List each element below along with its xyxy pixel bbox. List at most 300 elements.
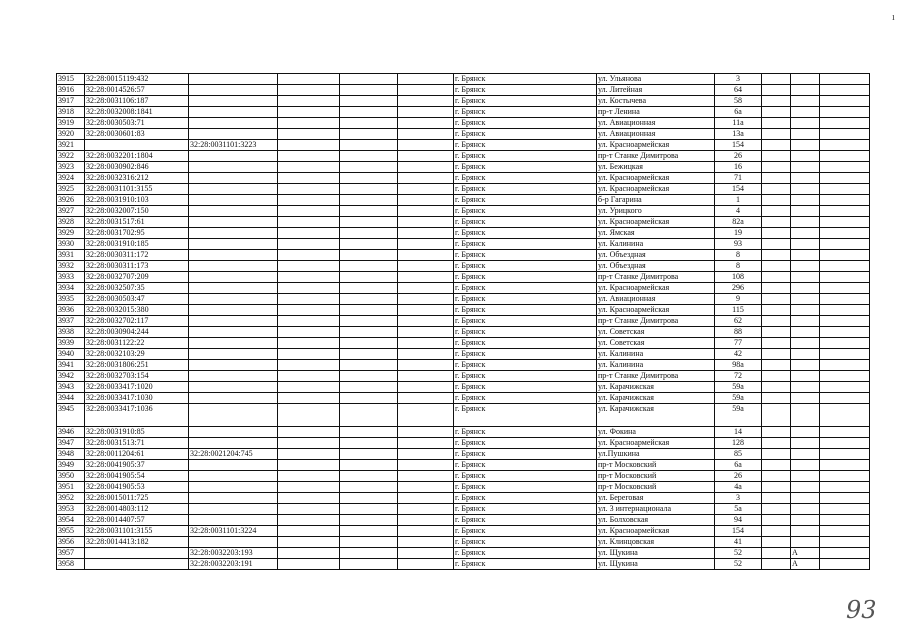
cadastral-number-cell (85, 559, 189, 570)
letter-cell (791, 349, 820, 360)
empty-cell (398, 371, 454, 382)
letter-cell (791, 118, 820, 129)
row-number-cell: 3927 (57, 206, 85, 217)
house-number-cell: 108 (715, 272, 762, 283)
building-cadastral-cell (189, 382, 278, 393)
empty-cell (340, 371, 398, 382)
empty-cell (820, 548, 870, 559)
table-row (57, 449, 870, 460)
empty-cell (398, 316, 454, 327)
building-cadastral-cell (189, 338, 278, 349)
empty-cell (820, 438, 870, 449)
letter-cell (791, 173, 820, 184)
empty-cell (820, 360, 870, 371)
empty-cell (340, 460, 398, 471)
cadastral-number-cell: 32:28:0031513:71 (85, 438, 189, 449)
table-row (57, 360, 870, 371)
letter-cell (791, 294, 820, 305)
building-cadastral-cell (189, 427, 278, 438)
cadastral-number-cell: 32:28:0033417:1030 (85, 393, 189, 404)
empty-cell (278, 85, 340, 96)
empty-cell (398, 504, 454, 515)
empty-cell (762, 140, 791, 151)
street-cell: ул. 3 интернационала (597, 504, 715, 515)
building-cadastral-cell (189, 118, 278, 129)
empty-cell (762, 129, 791, 140)
letter-cell (791, 526, 820, 537)
empty-cell (762, 173, 791, 184)
table-row (57, 129, 870, 140)
empty-cell (340, 184, 398, 195)
empty-cell (278, 427, 340, 438)
table-row (57, 228, 870, 239)
empty-cell (398, 515, 454, 526)
empty-cell (398, 537, 454, 548)
empty-cell (762, 261, 791, 272)
street-cell: ул. Щукина (597, 548, 715, 559)
row-number-cell: 3920 (57, 129, 85, 140)
empty-cell (340, 349, 398, 360)
city-cell: г. Брянск (454, 427, 597, 438)
empty-cell (278, 294, 340, 305)
building-cadastral-cell (189, 272, 278, 283)
street-cell: ул. Красноармейская (597, 173, 715, 184)
city-cell: г. Брянск (454, 184, 597, 195)
building-cadastral-cell (189, 349, 278, 360)
empty-cell (762, 162, 791, 173)
empty-cell (820, 195, 870, 206)
street-cell: ул. Советская (597, 327, 715, 338)
empty-cell (762, 239, 791, 250)
street-cell: ул. Болховская (597, 515, 715, 526)
building-cadastral-cell (189, 493, 278, 504)
letter-cell (791, 140, 820, 151)
row-number-cell: 3945 (57, 404, 85, 427)
row-number-cell: 3926 (57, 195, 85, 206)
empty-cell (398, 404, 454, 427)
empty-cell (340, 316, 398, 327)
cadastral-number-cell: 32:28:0030503:47 (85, 294, 189, 305)
empty-cell (398, 349, 454, 360)
house-number-cell: 52 (715, 548, 762, 559)
building-cadastral-cell: 32:28:0021204:745 (189, 449, 278, 460)
building-cadastral-cell (189, 438, 278, 449)
house-number-cell: 154 (715, 140, 762, 151)
empty-cell (820, 382, 870, 393)
table-row (57, 250, 870, 261)
row-number-cell: 3958 (57, 559, 85, 570)
empty-cell (340, 449, 398, 460)
house-number-cell: 59а (715, 382, 762, 393)
table-row (57, 559, 870, 570)
city-cell: г. Брянск (454, 228, 597, 239)
street-cell: ул. Красноармейская (597, 184, 715, 195)
empty-cell (340, 404, 398, 427)
house-number-cell: 4 (715, 206, 762, 217)
letter-cell (791, 305, 820, 316)
empty-cell (340, 438, 398, 449)
house-number-cell: 82а (715, 217, 762, 228)
street-cell: ул. Авиационная (597, 294, 715, 305)
empty-cell (278, 129, 340, 140)
city-cell: г. Брянск (454, 195, 597, 206)
empty-cell (762, 195, 791, 206)
letter-cell (791, 195, 820, 206)
street-cell: ул. Красноармейская (597, 283, 715, 294)
table-row (57, 548, 870, 559)
empty-cell (278, 305, 340, 316)
row-number-cell: 3925 (57, 184, 85, 195)
city-cell: г. Брянск (454, 537, 597, 548)
city-cell: г. Брянск (454, 250, 597, 261)
empty-cell (278, 239, 340, 250)
cadastral-number-cell (85, 140, 189, 151)
city-cell: г. Брянск (454, 206, 597, 217)
empty-cell (820, 515, 870, 526)
cadastral-number-cell: 32:28:0031910:85 (85, 427, 189, 438)
cadastral-number-cell (85, 548, 189, 559)
empty-cell (762, 471, 791, 482)
house-number-cell: 3 (715, 493, 762, 504)
empty-cell (398, 460, 454, 471)
empty-cell (398, 449, 454, 460)
house-number-cell: 85 (715, 449, 762, 460)
empty-cell (398, 206, 454, 217)
letter-cell (791, 316, 820, 327)
row-number-cell: 3921 (57, 140, 85, 151)
table-row (57, 162, 870, 173)
empty-cell (820, 129, 870, 140)
row-number-cell: 3954 (57, 515, 85, 526)
empty-cell (762, 184, 791, 195)
empty-cell (820, 393, 870, 404)
empty-cell (398, 548, 454, 559)
empty-cell (398, 338, 454, 349)
cadastral-number-cell: 32:28:0015011:725 (85, 493, 189, 504)
street-cell: ул. Карачижская (597, 382, 715, 393)
house-number-cell: 59а (715, 393, 762, 404)
empty-cell (340, 382, 398, 393)
house-number-cell: 8 (715, 250, 762, 261)
cadastral-number-cell: 32:28:0032007:150 (85, 206, 189, 217)
table-row (57, 382, 870, 393)
house-number-cell: 296 (715, 283, 762, 294)
letter-cell (791, 74, 820, 85)
empty-cell (278, 460, 340, 471)
table-row (57, 427, 870, 438)
city-cell: г. Брянск (454, 283, 597, 294)
street-cell: пр-т Станке Димитрова (597, 151, 715, 162)
street-cell: ул. Береговая (597, 493, 715, 504)
empty-cell (820, 316, 870, 327)
empty-cell (762, 327, 791, 338)
cadastral-number-cell: 32:28:0033417:1036 (85, 404, 189, 427)
house-number-cell: 5а (715, 504, 762, 515)
city-cell: г. Брянск (454, 493, 597, 504)
empty-cell (398, 96, 454, 107)
row-number-cell: 3942 (57, 371, 85, 382)
empty-cell (762, 393, 791, 404)
house-number-cell: 26 (715, 151, 762, 162)
row-number-cell: 3919 (57, 118, 85, 129)
table-row (57, 371, 870, 382)
row-number-cell: 3937 (57, 316, 85, 327)
empty-cell (398, 173, 454, 184)
empty-cell (762, 537, 791, 548)
empty-cell (820, 272, 870, 283)
empty-cell (278, 250, 340, 261)
building-cadastral-cell (189, 283, 278, 294)
row-number-cell: 3955 (57, 526, 85, 537)
empty-cell (340, 482, 398, 493)
letter-cell (791, 85, 820, 96)
row-number-cell: 3922 (57, 151, 85, 162)
cadastral-number-cell: 32:28:0031806:251 (85, 360, 189, 371)
empty-cell (278, 471, 340, 482)
building-cadastral-cell (189, 404, 278, 427)
empty-cell (398, 382, 454, 393)
table-row (57, 85, 870, 96)
empty-cell (398, 74, 454, 85)
empty-cell (762, 349, 791, 360)
table-row (57, 349, 870, 360)
empty-cell (278, 118, 340, 129)
empty-cell (762, 404, 791, 427)
letter-cell (791, 107, 820, 118)
street-cell: пр-т Станке Димитрова (597, 316, 715, 327)
row-number-cell: 3940 (57, 349, 85, 360)
cadastral-number-cell: 32:28:0031702:95 (85, 228, 189, 239)
cadastral-number-cell: 32:28:0032702:117 (85, 316, 189, 327)
empty-cell (278, 195, 340, 206)
table-row (57, 195, 870, 206)
empty-cell (820, 305, 870, 316)
empty-cell (820, 184, 870, 195)
empty-cell (278, 404, 340, 427)
city-cell: г. Брянск (454, 349, 597, 360)
house-number-cell: 9 (715, 294, 762, 305)
letter-cell (791, 162, 820, 173)
house-number-cell: 154 (715, 526, 762, 537)
empty-cell (820, 537, 870, 548)
city-cell: г. Брянск (454, 239, 597, 250)
table-row (57, 438, 870, 449)
city-cell: г. Брянск (454, 140, 597, 151)
empty-cell (762, 504, 791, 515)
building-cadastral-cell (189, 327, 278, 338)
house-number-cell: 1 (715, 195, 762, 206)
row-number-cell: 3918 (57, 107, 85, 118)
row-number-cell: 3949 (57, 460, 85, 471)
house-number-cell: 88 (715, 327, 762, 338)
building-cadastral-cell (189, 250, 278, 261)
house-number-cell: 16 (715, 162, 762, 173)
street-cell: ул. Костычева (597, 96, 715, 107)
empty-cell (340, 338, 398, 349)
letter-cell (791, 206, 820, 217)
empty-cell (340, 327, 398, 338)
letter-cell (791, 449, 820, 460)
empty-cell (762, 438, 791, 449)
empty-cell (762, 283, 791, 294)
empty-cell (820, 371, 870, 382)
empty-cell (278, 140, 340, 151)
house-number-cell: 62 (715, 316, 762, 327)
empty-cell (762, 482, 791, 493)
row-number-cell: 3939 (57, 338, 85, 349)
empty-cell (398, 294, 454, 305)
city-cell: г. Брянск (454, 460, 597, 471)
empty-cell (278, 482, 340, 493)
house-number-cell: 128 (715, 438, 762, 449)
empty-cell (340, 217, 398, 228)
empty-cell (820, 162, 870, 173)
cadastral-number-cell: 32:28:0041905:53 (85, 482, 189, 493)
empty-cell (820, 74, 870, 85)
city-cell: г. Брянск (454, 173, 597, 184)
table-row (57, 404, 870, 427)
street-cell: ул.Пушкина (597, 449, 715, 460)
empty-cell (278, 107, 340, 118)
house-number-cell: 8 (715, 261, 762, 272)
empty-cell (340, 393, 398, 404)
empty-cell (762, 74, 791, 85)
empty-cell (762, 427, 791, 438)
house-number-cell: 19 (715, 228, 762, 239)
city-cell: г. Брянск (454, 118, 597, 129)
row-number-cell: 3931 (57, 250, 85, 261)
empty-cell (278, 228, 340, 239)
empty-cell (820, 526, 870, 537)
building-cadastral-cell (189, 504, 278, 515)
table-row (57, 460, 870, 471)
empty-cell (340, 74, 398, 85)
empty-cell (278, 349, 340, 360)
empty-cell (398, 493, 454, 504)
empty-cell (340, 107, 398, 118)
house-number-cell: 41 (715, 537, 762, 548)
letter-cell (791, 438, 820, 449)
building-cadastral-cell (189, 460, 278, 471)
empty-cell (820, 338, 870, 349)
empty-cell (820, 559, 870, 570)
letter-cell (791, 427, 820, 438)
row-number-cell: 3946 (57, 427, 85, 438)
cadastral-number-cell: 32:28:0030601:83 (85, 129, 189, 140)
empty-cell (278, 393, 340, 404)
table-row (57, 327, 870, 338)
empty-cell (340, 239, 398, 250)
empty-cell (340, 471, 398, 482)
empty-cell (398, 360, 454, 371)
letter-cell (791, 217, 820, 228)
row-number-cell: 3951 (57, 482, 85, 493)
house-number-cell: 77 (715, 338, 762, 349)
empty-cell (762, 526, 791, 537)
empty-cell (762, 371, 791, 382)
cadastral-number-cell: 32:28:0015119:432 (85, 74, 189, 85)
cadastral-number-cell: 32:28:0031122:22 (85, 338, 189, 349)
cadastral-number-cell: 32:28:0041905:54 (85, 471, 189, 482)
cadastral-number-cell: 32:28:0032703:154 (85, 371, 189, 382)
building-cadastral-cell (189, 184, 278, 195)
building-cadastral-cell (189, 371, 278, 382)
empty-cell (398, 184, 454, 195)
row-number-cell: 3929 (57, 228, 85, 239)
building-cadastral-cell (189, 261, 278, 272)
empty-cell (762, 85, 791, 96)
empty-cell (398, 438, 454, 449)
building-cadastral-cell (189, 206, 278, 217)
empty-cell (340, 427, 398, 438)
empty-cell (340, 151, 398, 162)
house-number-cell: 3 (715, 74, 762, 85)
empty-cell (820, 85, 870, 96)
row-number-cell: 3933 (57, 272, 85, 283)
empty-cell (820, 327, 870, 338)
street-cell: б-р Гагарина (597, 195, 715, 206)
cadastral-number-cell: 32:28:0030904:244 (85, 327, 189, 338)
street-cell: ул. Красноармейская (597, 526, 715, 537)
house-number-cell: 93 (715, 239, 762, 250)
street-cell: пр-т Станке Димитрова (597, 371, 715, 382)
row-number-cell: 3948 (57, 449, 85, 460)
table-row (57, 140, 870, 151)
empty-cell (820, 460, 870, 471)
row-number-cell: 3915 (57, 74, 85, 85)
building-cadastral-cell (189, 162, 278, 173)
empty-cell (762, 460, 791, 471)
street-cell: ул. Ульянова (597, 74, 715, 85)
table-row (57, 338, 870, 349)
empty-cell (762, 449, 791, 460)
cadastral-number-cell: 32:28:0032507:35 (85, 283, 189, 294)
empty-cell (340, 118, 398, 129)
empty-cell (278, 283, 340, 294)
letter-cell (791, 184, 820, 195)
empty-cell (398, 228, 454, 239)
empty-cell (820, 96, 870, 107)
letter-cell (791, 360, 820, 371)
empty-cell (340, 206, 398, 217)
row-number-cell: 3956 (57, 537, 85, 548)
empty-cell (762, 382, 791, 393)
empty-cell (278, 371, 340, 382)
house-number-cell: 6а (715, 460, 762, 471)
table-row (57, 504, 870, 515)
empty-cell (278, 316, 340, 327)
street-cell: ул. Объездная (597, 250, 715, 261)
street-cell: ул. Калинина (597, 349, 715, 360)
building-cadastral-cell (189, 393, 278, 404)
building-cadastral-cell (189, 294, 278, 305)
letter-cell (791, 96, 820, 107)
building-cadastral-cell (189, 537, 278, 548)
street-cell: ул. Авиационная (597, 118, 715, 129)
empty-cell (762, 305, 791, 316)
letter-cell (791, 327, 820, 338)
table-row (57, 217, 870, 228)
table-row (57, 283, 870, 294)
city-cell: г. Брянск (454, 107, 597, 118)
empty-cell (762, 559, 791, 570)
cadastral-number-cell: 32:28:0031910:103 (85, 195, 189, 206)
empty-cell (820, 261, 870, 272)
letter-cell (791, 239, 820, 250)
table-row (57, 74, 870, 85)
row-number-cell: 3934 (57, 283, 85, 294)
empty-cell (340, 96, 398, 107)
